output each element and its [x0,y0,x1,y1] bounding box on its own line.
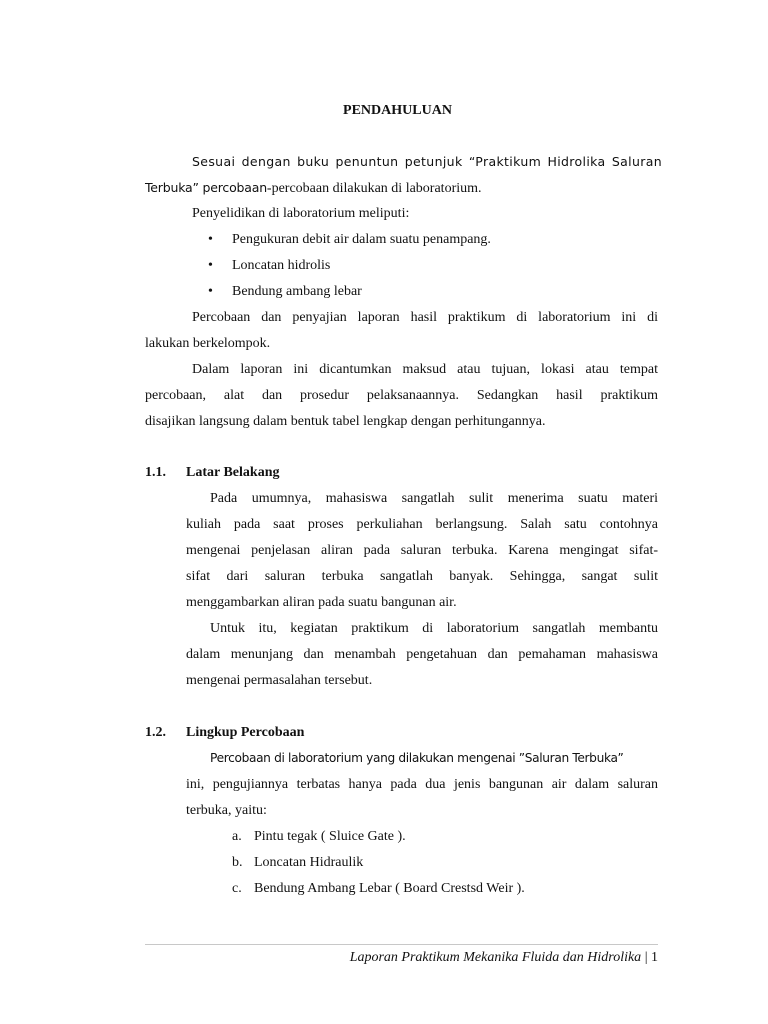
latar-p1-line: Pada umumnya, mahasiswa sangatlah sulit menerima suatu materi [210,491,658,506]
list-item-text: Pintu tegak ( Sluice Gate ). [254,829,406,844]
intro-p3-line2: lakukan berkelompok. [145,336,271,351]
intro-p2: Penyelidikan di laboratorium meliputi: [192,206,410,221]
list-item [232,855,363,871]
footer-separator: | [641,950,651,965]
intro-p1-line2-rest: -percobaan dilakukan di laboratorium. [266,181,482,196]
intro-p3-line1: Percobaan dan penyajian laporan hasil praktikum di laboratorium ini di [192,310,658,325]
latar-p1-line: kuliah pada saat proses perkuliahan berlangsung. Salah satu contohnya [186,517,658,532]
intro-p4-line1: Dalam laporan ini dicantumkan maksud atau tujuan, lokasi atau tempat [192,362,658,377]
intro-p1-line2 [145,180,482,197]
bullet-item [208,232,491,248]
footer-text: Laporan Praktikum Mekanika Fluida dan Hidrolika [349,950,642,965]
list-item-text: Bendung Ambang Lebar ( Board Crestsd Weir ). [254,881,525,896]
bullet-item [208,284,362,300]
lingkup-p1-line3: terbuka, yaitu: [186,803,267,818]
section-title: Latar Belakang [186,465,280,480]
list-item-text: Loncatan Hidraulik [254,855,364,870]
bullet-icon: • [208,284,213,299]
bullet-text: Loncatan hidrolis [232,258,331,273]
bullet-icon: • [208,258,213,273]
list-item-letter: b. [232,855,243,870]
intro-p4-line2: percobaan, alat dan prosedur pelaksanaannya. Sedangkan hasil praktikum [145,388,658,403]
latar-p1-line: menggambarkan aliran pada suatu bangunan air. [186,595,457,610]
list-item [232,829,406,845]
section-heading-latar-belakang [145,465,279,481]
bullet-text: Pengukuran debit air dalam suatu penampang. [232,232,491,247]
list-item-letter: c. [232,881,242,896]
bullet-item [208,258,331,274]
latar-p1-line: sifat dari saluran terbuka sangatlah banyak. Sehingga, sangat sulit [186,569,658,584]
lingkup-p1-line1: Percobaan di laboratorium yang dilakukan mengenai ”Saluran Terbuka” [210,751,624,765]
footer-divider [145,944,658,945]
latar-p2-line: Untuk itu, kegiatan praktikum di laboratorium sangatlah membantu [210,621,658,636]
intro-p4-line3: disajikan langsung dalam bentuk tabel lengkap dengan perhitungannya. [145,414,546,429]
section-heading-lingkup-percobaan [145,725,304,741]
section-number: 1.1. [145,465,166,480]
page-number: 1 [651,950,658,965]
section-number: 1.2. [145,725,166,740]
list-item-letter: a. [232,829,242,844]
latar-p2-line: mengenai permasalahan tersebut. [186,673,373,688]
latar-p1-line: mengenai penjelasan aliran pada saluran terbuka. Karena mengingat sifat- [186,543,658,558]
intro-p1-line2-sans: Terbuka” percobaan [145,180,267,195]
intro-p1-line1: Sesuai dengan buku penuntun petunjuk “Praktikum Hidrolika Saluran [192,154,663,169]
bullet-text: Bendung ambang lebar [232,284,362,299]
list-item [232,881,525,897]
lingkup-p1-line2: ini, pengujiannya terbatas hanya pada dua jenis bangunan air dalam saluran [186,777,658,792]
bullet-icon: • [208,232,213,247]
section-title: Lingkup Percobaan [186,725,305,740]
page-footer [350,950,658,966]
page-title: PENDAHULUAN [343,103,452,118]
latar-p2-line: dalam menunjang dan menambah pengetahuan dan pemahaman mahasiswa [186,647,658,662]
